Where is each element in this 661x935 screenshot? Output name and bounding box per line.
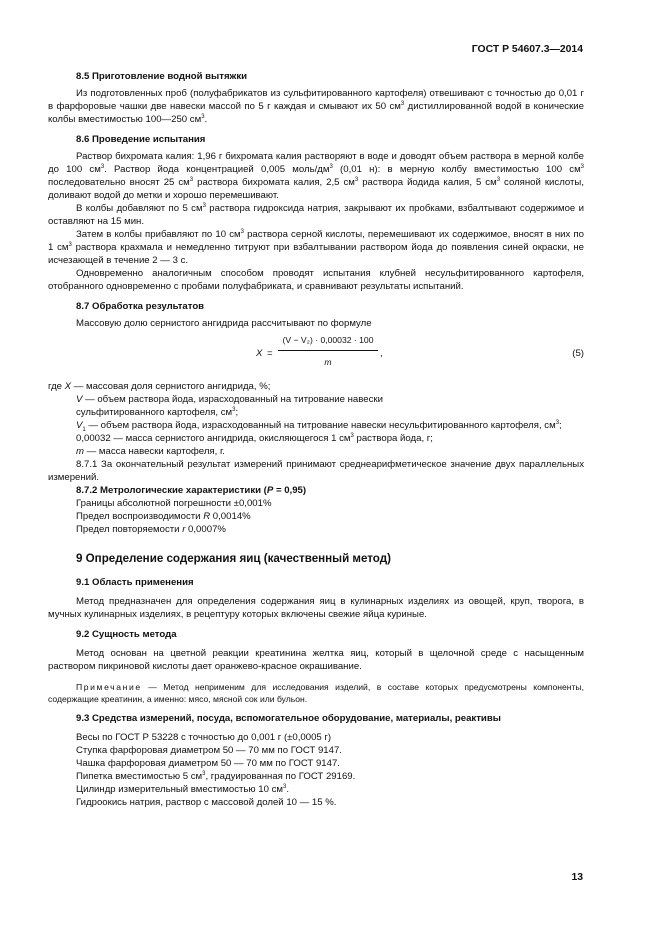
where-m: m — масса навески картофеля, г. [76,446,225,457]
list-item: Чашка фарфоровая диаметром 50 — 70 мм по ГОСТ 9147. [76,758,340,769]
note: Примечание — Метод неприменим для исследования изделий, в составе которых предусмотрены компоненты, содержащие креатинин, а именно: мясо, мясной сок или бульон. [48,682,584,704]
metrology-bound: Границы абсолютной погрешности ±0,001% [76,498,272,509]
section-9-2-paragraph: Метод основан на цветной реакции креатинина желтка яиц, который в щелочной среде с насыщенным раствором пикриновой кислоты дает оранжево-красное окрашивание. [48,648,584,672]
section-9-heading: 9 Определение содержания яиц (качественный метод) [76,552,391,565]
list-item: Цилиндр измерительный вместимостью 10 $см^3$. [76,783,290,795]
formula-lhs: X [256,348,263,359]
section-8-7-heading: 8.7 Обработка результатов [76,301,205,312]
formula-equals: = [267,348,273,359]
formula-intro: Массовую долю сернистого ангидрида рассчитывают по формуле [76,318,372,329]
where-v1: $V_1$ — объем раствора йода, израсходованный на титрование навески несульфитированного картофеля, $см^3$; [76,419,562,433]
formula-comma: , [380,348,383,359]
section-8-5-heading: 8.5 Приготовление водной вытяжки [76,71,248,82]
section-8-5-paragraph: Из подготовленных проб (полуфабрикатов из сульфитированного картофеля) отвешивают с точностью до 0,01 г в фарфоровые чашки две навески массой по 5 г каждая и смывают их 50 $см^3$ дистиллированной водой в конические колбы вместимостью 100—250 $см^3$. [48,88,584,125]
section-8-6-paragraph-2: В колбы добавляют по 5 $см^3$ раствора гидроксида натрия, закрывают их пробками, взбалтывают содержимое и оставляют на 15 мин. [48,202,584,227]
section-8-7-2-heading: 8.7.2 Метрологические характеристики (P = 0,95) [76,485,307,496]
section-8-7-1: 8.7.1 За окончательный результат измерений принимают среднеарифметическое значение двух параллельных измерений. [48,459,584,483]
formula-number: (5) [572,348,584,359]
section-8-6-paragraph-3: Затем в колбы прибавляют по 10 $см^3$ раствора серной кислоты, перемешивают их содержимое, вносят в них по 1 $см^3$ раствора крахмала и немедленно титруют при взбалтывании раствором йода до появления синей окраски, не исчезающей в течение 2 — 3 с. [48,228,584,266]
where-v-continued: сульфитированного картофеля, $см^3$; [76,406,239,418]
section-9-1-paragraph: Метод предназначен для определения содержания яиц в кулинарных изделиях из овощей, круп, творога, в мучных кулинарных изделиях, в рецептуру которых включены свежие яйца куриные. [48,596,584,620]
formula-denominator: m [324,357,332,367]
section-9-2-heading: 9.2 Сущность метода [76,629,177,640]
list-item: Ступка фарфоровая диаметром 50 — 70 мм по ГОСТ 9147. [76,745,342,756]
document-id: ГОСТ Р 54607.3—2014 [471,44,583,55]
section-8-6-paragraph-4: Одновременно аналогичным способом проводят испытания клубней несульфитированного картофеля, отобранного одновременно с пробами полуфабриката, и сравнивают результаты испытаний. [48,268,584,292]
list-item: Пипетка вместимостью 5 $см^3$, градуированная по ГОСТ 29169. [76,770,356,782]
where-v: V — объем раствора йода, израсходованный на титрование навески [76,394,383,405]
section-8-6-paragraph-1: Раствор бихромата калия: 1,96 г бихромата калия растворяют в воде и доводят объем раствора в мерной колбе до 100 $см^3$. Раствор йода концентрацией 0,005 моль/$дм^3$ (0,01 н): в мерную колбу вместимостью 100 $см^3$ последовательно вносят 25 $см^3$ раствора бихромата калия, 2,5 $см^3$ раствора йодида калия, 5 $см^3$ соляной кислоты, доливают водой до метки и хорошо перемешивают. [48,151,585,201]
where-x: где X — массовая доля сернистого ангидрида, %; [48,381,271,392]
note-label: Примечание [76,682,142,692]
where-constant: 0,00032 — масса сернистого ангидрида, окисляющегося 1 $см^3$ раствора йода, г; [76,432,433,444]
metrology-repeatability: Предел повторяемости r 0,0007% [76,524,226,535]
section-9-1-heading: 9.1 Область применения [76,577,194,588]
formula-5 [48,330,584,374]
section-9-3-heading: 9.3 Средства измерений, посуда, вспомогательное оборудование, материалы, реактивы [76,713,501,724]
fraction-bar [278,350,378,351]
metrology-reproducibility: Предел воспроизводимости R 0,0014% [76,511,251,522]
document-body [48,70,584,809]
section-8-6-heading: 8.6 Проведение испытания [76,134,206,145]
formula-numerator: (V − V₂) · 0,00032 · 100 [282,335,374,345]
list-item: Гидроокись натрия, раствор с массовой долей 10 — 15 %. [76,797,337,808]
list-item: Весы по ГОСТ Р 53228 с точностью до 0,001 г (±0,0005 г) [76,732,332,743]
page-number: 13 [571,872,583,883]
